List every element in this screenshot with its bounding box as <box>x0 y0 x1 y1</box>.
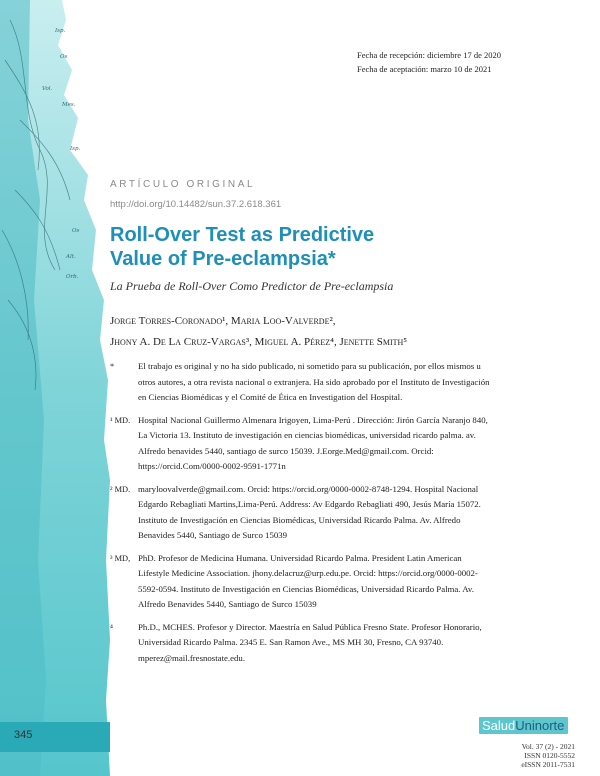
note-item <box>110 620 490 667</box>
note-marker: ⁴ <box>110 622 113 632</box>
note-marker: ² MD. <box>110 484 131 494</box>
anatomy-label: Os <box>72 228 80 234</box>
volume-issue: Vol. 37 (2) - 2021 <box>521 742 575 751</box>
submission-dates <box>357 48 501 76</box>
note-item <box>110 482 490 544</box>
journal-name-b: Uninorte <box>515 718 565 733</box>
journal-logo <box>479 717 568 734</box>
anatomy-label: Alt. <box>66 254 76 260</box>
note-item <box>110 551 490 613</box>
author-line: Jorge Torres-Coronado¹, Maria Loo-Valverde², <box>110 315 336 327</box>
anatomy-label: Orb. <box>66 274 79 280</box>
note-item <box>110 359 490 406</box>
note-marker: * <box>110 362 115 371</box>
note-text: maryloovalverde@gmail.com. Orcid: https://orcid.org/0000-0002-8748-1294. Hospital Nacional Edgardo Rebagliati Martins,Lima-Perú. Address: Av Edgardo Rebagliati 490, Jesús María 15072. Instituto de Investigación en Ciencias Biomédicas, Universidad Ricardo Palma. Av. Alfredo Benavides 5440, Santiago de Surco 15039 <box>138 483 481 540</box>
eissn: eISSN 2011-7531 <box>521 760 575 769</box>
note-text: Hospital Nacional Guillermo Almenara Irigoyen, Lima-Perú . Dirección: Jirón García Naranjo 840, La Victoria 13. Instituto de investigación en ciencias biomédicas, universidad ricardo palma. av. Alfredo benavides 5440, santiago de surco 15039. J.Eorge.Med@gmail.com. Orcid: https://orcid.Com/0000-0002-9591-1771n <box>138 414 488 471</box>
note-text: El trabajo es original y no ha sido publicado, ni sometido para su publicación, por ellos mismos u otros autores, a otra revista nacional o extranjera. Ha sido aprobado por el Instituto de Investigación en Ciencias Biomédicas y el Comité de Ética en Investigation del Hospital. <box>138 361 490 402</box>
title-line: Value of Pre-eclampsia* <box>110 248 336 270</box>
page-number: 345 <box>14 729 33 741</box>
note-item <box>110 413 490 475</box>
title-line: Roll-Over Test as Predictive <box>110 224 375 246</box>
anatomy-label: Isp. <box>70 146 81 152</box>
anatomy-label: Vol. <box>42 86 53 92</box>
journal-name-a: Salud <box>482 718 516 733</box>
decorative-anatomy-strip <box>0 0 110 776</box>
note-text: Ph.D., MCHES. Profesor y Director. Maestría en Salud Pública Fresno State. Profesor Honorario, Universidad Ricardo Palma. 2345 E. San Ramon Ave., MS MH 30, Fresno, CA 93740. mperez@mail.fresnostate.edu. <box>138 621 482 663</box>
author-list <box>110 311 490 353</box>
article-subtitle: La Prueba de Roll-Over Como Predictor de Pre-eclampsia <box>110 279 394 293</box>
note-marker: ¹ MD. <box>110 415 131 425</box>
article-type: ARTÍCULO ORIGINAL <box>110 179 256 190</box>
issn: ISSN 0120-5552 <box>524 751 575 760</box>
doi-link[interactable]: http://doi.org/10.14482/sun.37.2.618.361 <box>110 199 282 210</box>
article-title <box>110 223 510 271</box>
volume-info <box>470 742 575 769</box>
note-marker: ³ MD, <box>110 553 131 563</box>
anatomy-label: Isp. <box>55 28 66 34</box>
accepted-date: Fecha de aceptación: marzo 10 de 2021 <box>357 64 492 74</box>
author-line: Jhony A. De La Cruz-Vargas³, Miguel A. Pérez⁴, Jenette Smith⁵ <box>110 336 408 348</box>
note-text: PhD. Profesor de Medicina Humana. Universidad Ricardo Palma. President Latin American Lifestyle Medicine Association. jhony.delacruz@urp.edu.pe. Orcid: https://orcid.org/0000-0002-5592-0594. Instituto de Investigación en Ciencias Biomédicas, Universidad Ricardo Palma. Av. Alfredo Benavides 5440, Santiago de Surco 15039 <box>138 552 478 609</box>
author-notes <box>110 359 490 673</box>
received-date: Fecha de recepción: diciembre 17 de 2020 <box>357 50 501 60</box>
anatomy-label: Mes. <box>62 102 76 108</box>
anatomy-label: Os <box>60 54 68 60</box>
